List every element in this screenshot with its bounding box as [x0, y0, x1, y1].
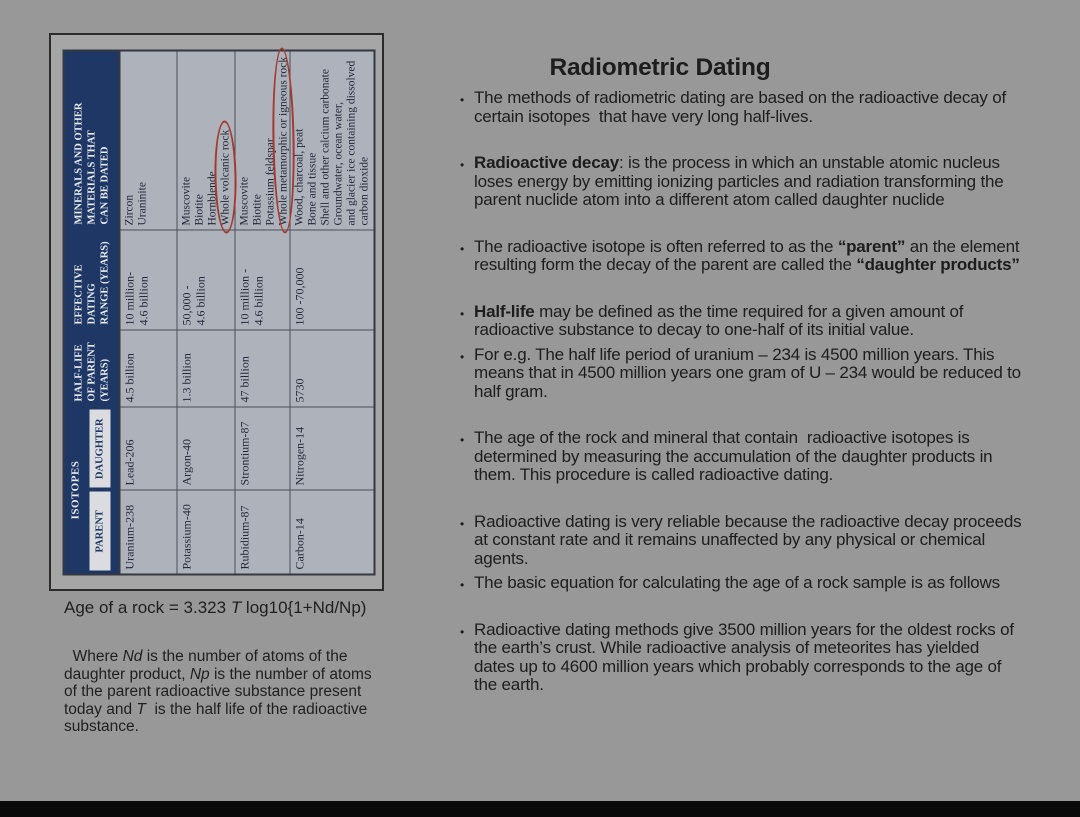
red-circle-annotation: Whole volcanic rock [219, 129, 232, 226]
table-body [119, 50, 376, 576]
bullet-item [458, 303, 1024, 340]
table-header-minerals [65, 52, 119, 230]
cell-effective-range [178, 230, 236, 330]
bullet-marker: • [460, 433, 465, 447]
red-circle-annotation: Whole metamorphic or igneous rock [277, 56, 290, 226]
header-line: (YEARS) [99, 358, 111, 402]
mineral-line [278, 56, 291, 226]
mineral-line: Zircon [123, 194, 136, 226]
cell-daughter: Nitrogen-14 [291, 407, 374, 490]
mineral-line: Muscovite [238, 176, 251, 226]
table-row [236, 52, 291, 574]
formula-text: Age of a rock = 3.323 T log10{1+Nd/Np) [64, 598, 367, 617]
figure-frame [49, 33, 384, 591]
bullet-text: The basic equation for calculating the age of a rock sample is as follows [474, 573, 1000, 592]
bullet-item [458, 238, 1024, 275]
header-line: DATING [86, 283, 98, 325]
bullet-text: For e.g. The half life period of uranium – 234 is 4500 million years. This means that in 4500 million years one gram of U – 234 would be reduced to half gram. [474, 344, 1026, 401]
cell-minerals [291, 52, 374, 230]
mineral-line: Shell and other calcium carbonate [319, 69, 332, 226]
cell-effective-range [236, 230, 291, 330]
table-row [121, 52, 178, 574]
cell-halflife: 47 billion [236, 330, 291, 407]
page-title: Radiometric Dating [549, 54, 771, 81]
header-line: EFFECTIVE [73, 264, 85, 325]
header-line: RANGE (YEARS) [99, 241, 111, 325]
bullet-item [458, 429, 1024, 485]
cell-minerals [121, 52, 178, 230]
cell-parent: Uranium-238 [121, 490, 178, 574]
bullet-list [458, 88, 1027, 695]
mineral-line: and glacier ice containing dissolved [345, 60, 358, 226]
bullet-marker: • [460, 306, 465, 321]
header-line: MINERALS AND OTHER [73, 102, 85, 225]
table-row [291, 52, 374, 574]
table-row [178, 52, 236, 574]
isotope-table [63, 50, 372, 576]
mineral-line: Groundwater, ocean water, [332, 101, 345, 226]
cell-parent: Carbon-14 [291, 490, 374, 574]
mineral-line: carbon dioxide [358, 156, 371, 226]
bullet-marker: • [460, 93, 465, 107]
cell-effective-range [291, 230, 374, 330]
effective-line: 50,000 - [179, 285, 194, 326]
bullet-text: Radioactive dating is very reliable because the radioactive decay proceeds at constant rate and it remains unaffected by any physical or chemical agents. [474, 511, 1027, 568]
mineral-line: Muscovite [180, 176, 193, 226]
cell-minerals [178, 52, 236, 230]
cell-daughter: Argon-40 [178, 407, 236, 490]
bullet-text: The methods of radiometric dating are based on the radioactive decay of certain isotopes that have very long half-lives. [474, 88, 1011, 126]
bullet-item [458, 154, 1024, 210]
mineral-line: Hornblende [206, 171, 219, 226]
cell-halflife: 5730 [291, 330, 374, 407]
header-line: MATERIALS THAT [86, 130, 98, 225]
cell-parent: Potassium-40 [178, 490, 236, 574]
bullet-text: The radioactive isotope is often referred to as the “parent” an the element resulting form the decay of the parent are called the “daughter products” [474, 236, 1024, 274]
effective-line: 4.6 billion [136, 276, 150, 326]
cell-daughter: Strontium-87 [236, 407, 291, 490]
cell-parent: Rubidium-87 [236, 490, 291, 574]
bullet-text: The age of the rock and mineral that contain radioactive isotopes is determined by measuring the accumulation of the daughter products in them. This procedure is called radioactive dating. [474, 428, 997, 484]
bottom-bar [0, 801, 1080, 817]
mineral-line: Potassium feldspar [264, 138, 277, 226]
bullet-marker: • [460, 241, 465, 256]
table-header-isotopes [65, 407, 119, 574]
mineral-line: Biotite [251, 194, 264, 226]
bullet-marker: • [460, 624, 465, 639]
cell-halflife: 4.5 billion [121, 330, 178, 407]
bullet-marker: • [460, 578, 465, 592]
header-line: HALF-LIFE [73, 344, 85, 402]
effective-line: 4.6 billion [251, 276, 265, 326]
bullet-text: Radioactive decay: is the process in which an unstable atomic nucleus loses energy by emitting ionizing particles and radiation transforming the parent nuclide atom into a different atom called daughter nuclide [474, 153, 1009, 209]
bullet-marker: • [460, 516, 465, 531]
mineral-line: Uraninite [136, 182, 149, 226]
effective-line: 4.6 billion [193, 276, 207, 326]
mineral-line: Bone and tissue [306, 152, 319, 226]
cell-halflife: 1.3 billion [178, 330, 236, 407]
table-header-parent: PARENT [90, 492, 111, 571]
note-text: Where Nd is the number of atoms of the daughter product, Np is the number of atoms of the parent radioactive substance present today and T is the half life of the radioactive substance. [64, 648, 376, 735]
effective-line: 10 million - [237, 268, 252, 326]
header-line: CAN BE DATED [99, 146, 111, 225]
effective-line: 100 -70,000 [292, 267, 307, 326]
table-header-row [63, 50, 119, 576]
bullet-item [458, 89, 1024, 126]
cell-minerals [236, 52, 291, 230]
bullet-text: Radioactive dating methods give 3500 million years for the oldest rocks of the earth’s crust. While radioactive analysis of meteorites has yielded dates up to 4600 million years which probably corresponds to the age of the earth. [474, 619, 1019, 694]
bullet-text: Half-life may be defined as the time required for a given amount of radioactive substance to decay to one-half of its initial value. [474, 301, 968, 339]
cell-effective-range [121, 230, 178, 330]
bullet-marker: • [460, 349, 465, 364]
isotopes-label: ISOTOPES [69, 460, 82, 520]
table-header-halflife [65, 330, 119, 407]
mineral-line: Biotite [193, 194, 206, 226]
header-line: OF PARENT [86, 342, 98, 402]
table-header-effective [65, 230, 119, 330]
bullet-item [458, 511, 1027, 569]
slide-content [458, 54, 1027, 695]
bullet-item [458, 574, 1024, 593]
bullet-item [458, 346, 1024, 402]
mineral-line [220, 56, 233, 226]
table-header-daughter: DAUGHTER [90, 410, 111, 489]
isotopes-subheaders [90, 410, 111, 571]
bullet-marker: • [460, 158, 465, 172]
mineral-line: Wood, charcoal, peat [293, 128, 306, 226]
cell-daughter: Lead-206 [121, 407, 178, 490]
bullet-item [458, 621, 1024, 695]
effective-line: 10 million- [122, 271, 137, 326]
